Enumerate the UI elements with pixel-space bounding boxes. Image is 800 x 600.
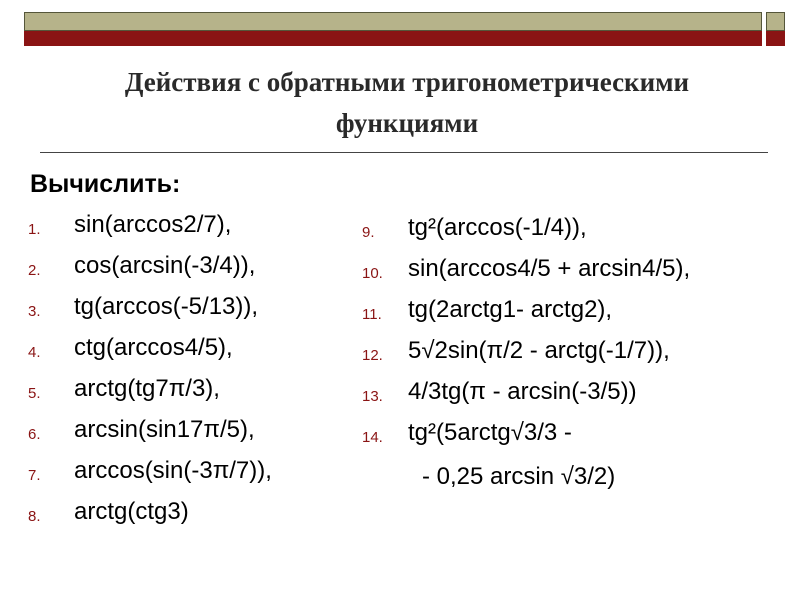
item-number: 7. [28,467,41,484]
item-number: 2. [28,262,41,279]
header-bar-olive [24,12,762,31]
item-number: 11. [362,306,382,323]
item-number: 8. [28,508,41,525]
item-14-continuation: - 0,25 arcsin √3/2) [422,463,616,490]
item-number: 13. [362,388,383,405]
item-number: 6. [28,426,41,443]
item-expression: tg(arccos(-5/13)), [74,293,259,320]
item-expression: tg²(5arctg√3/3 - [408,419,572,446]
item-expression: arctg(tg7π/3), [74,375,220,402]
header-square-olive [766,12,785,31]
header-square-red [766,31,785,46]
item-number: 12. [362,347,383,364]
title-divider [40,152,768,153]
slide-title [40,62,774,144]
item-expression: 4/3tg(π - arcsin(-3/5)) [408,378,637,405]
item-expression: arcsin(sin17π/5), [74,416,255,443]
task-heading: Вычислить: [30,170,181,198]
item-expression: ctg(arccos4/5), [74,334,233,361]
item-number: 9. [362,224,375,241]
item-expression: tg(2arctg1- arctg2), [408,296,613,323]
item-expression: cos(arcsin(-3/4)), [74,252,256,279]
item-number: 5. [28,385,41,402]
item-expression: sin(arccos4/5 + arcsin4/5), [408,255,691,282]
item-number: 14. [362,429,383,446]
slide-title-line1: Действия с обратными тригонометрическими [124,67,690,97]
header-bar-red [24,31,762,46]
item-number: 10. [362,265,383,282]
item-number: 1. [28,221,41,238]
item-expression: 5√2sin(π/2 - arctg(-1/7)), [408,337,670,364]
item-expression: tg²(arccos(-1/4)), [408,214,587,241]
item-number: 4. [28,344,41,361]
item-expression: sin(arccos2/7), [74,211,232,238]
item-number: 3. [28,303,41,320]
item-expression: arctg(ctg3) [74,498,189,525]
item-expression: arccos(sin(-3π/7)), [74,457,272,484]
slide-title-line2: функциями [335,108,479,138]
